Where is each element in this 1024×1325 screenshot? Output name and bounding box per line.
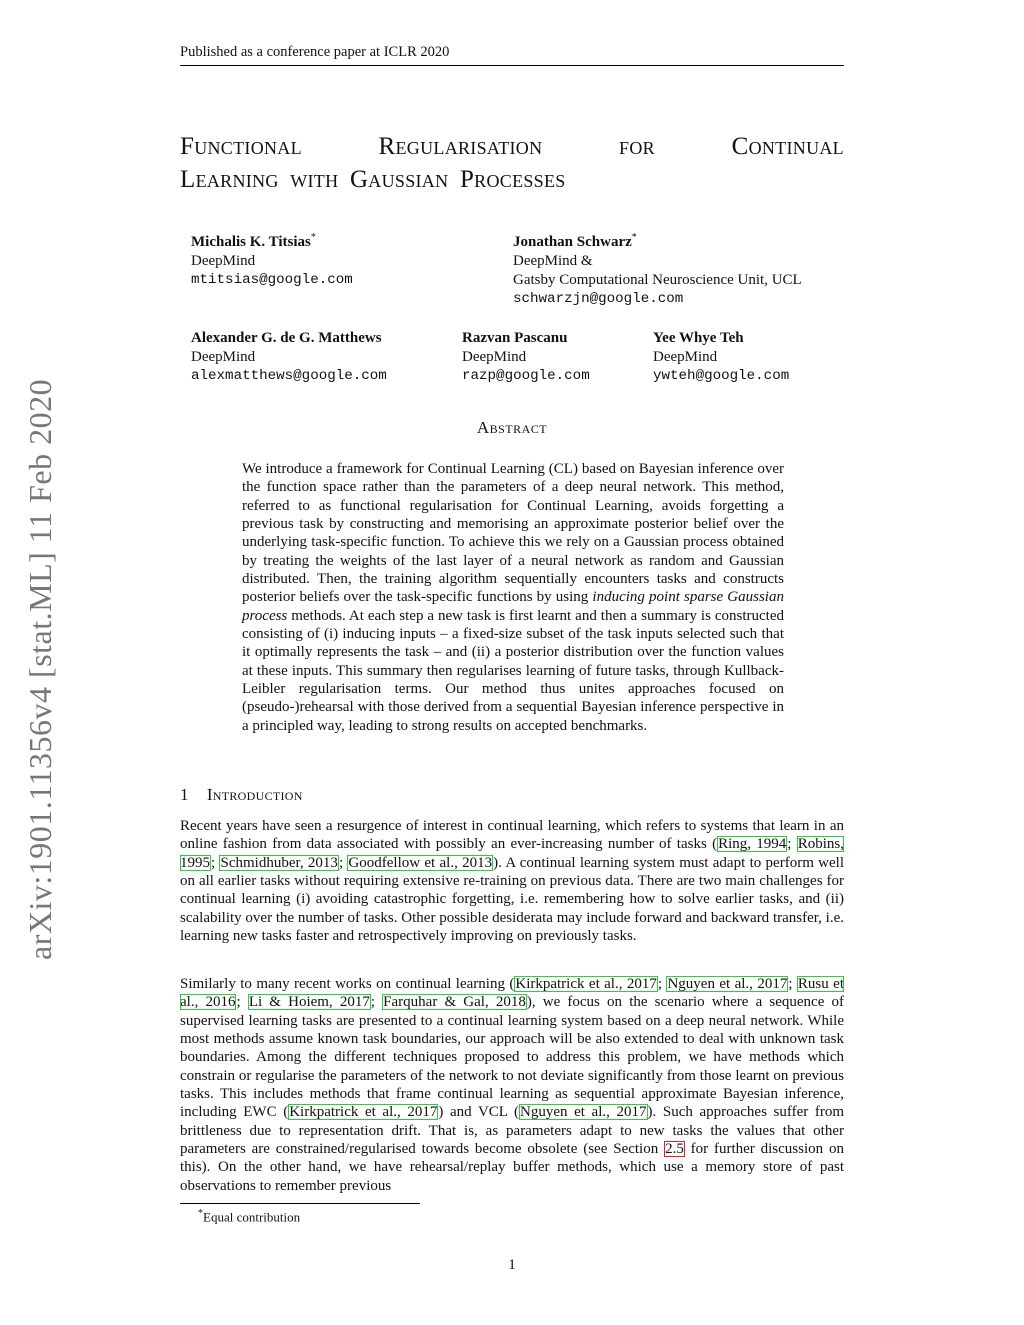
abstract-body xyxy=(242,460,784,735)
footnote xyxy=(198,1208,300,1225)
intro-paragraph-1 xyxy=(180,817,844,945)
paragraph-text: ). Such approaches suffer from brittleness due to representation drift. That is, as parameters adapt to new tasks the values that other parameters are constrained/regularised towards become obsolete (see Section xyxy=(180,1104,845,1158)
author-email: schwarzjn@google.com xyxy=(513,291,684,307)
author-email: razp@google.com xyxy=(462,368,590,384)
author-name: Alexander G. de G. Matthews xyxy=(191,330,382,346)
author-email: mtitsias@google.com xyxy=(191,272,353,288)
title-word: for xyxy=(619,133,655,160)
citation-link[interactable]: Ring, 1994 xyxy=(718,836,787,853)
citation-link[interactable]: Goodfellow et al., 2013 xyxy=(348,854,493,871)
abstract-text: We introduce a framework for Continual Learning (CL) based on Bayesian inference over the function space rather than the parameters of a deep neural network. This method, referred to as functional regularisation for Continual Learning, avoids forgetting a previous task by constructing and memorising an approximate posterior belief over the underlying task-specific function. To achieve this we rely on a Gaussian process obtained by treating the weights of the last layer of a neural network as random and Gaussian distributed. Then, the training algorithm sequentially encounters tasks and constructs posterior beliefs over the task-specific functions by using xyxy=(242,461,784,606)
author-name: Yee Whye Teh xyxy=(653,330,744,346)
running-header: Published as a conference paper at ICLR 2020 xyxy=(180,44,450,60)
equal-contribution-mark: * xyxy=(310,232,316,243)
author-block xyxy=(653,329,789,386)
intro-paragraph-2 xyxy=(180,975,844,1195)
section-number: 1 xyxy=(180,785,189,804)
paragraph-text: ). A continual learning system must adapt to perform well on all earlier tasks without requiring extensive re-training on previous data. There are two main challenges for continual learning (i) avoiding catastrophic forgetting, i.e. remembering how to solve earlier tasks, and (ii) scalability over the number of tasks. Other possible desiderata may include forward and backward transfer, i.e. learning new tasks faster and retrospectively improving on previously tasks. xyxy=(180,854,844,945)
author-affiliation: DeepMind xyxy=(653,349,718,365)
citation-link[interactable]: Nguyen et al., 2017 xyxy=(520,1104,647,1121)
page-number: 1 xyxy=(508,1257,516,1273)
abstract-heading: Abstract xyxy=(476,418,548,437)
footnote-rule xyxy=(180,1203,420,1204)
author-affiliation: DeepMind & xyxy=(513,253,593,269)
title-word: Regularisation xyxy=(378,133,543,160)
author-name: Razvan Pascanu xyxy=(462,330,568,346)
citation-separator: ; xyxy=(236,994,248,1011)
author-block xyxy=(191,228,353,290)
citation-link[interactable]: Kirkpatrick et al., 2017 xyxy=(289,1104,438,1121)
section-heading xyxy=(180,785,303,805)
citation-separator: ; xyxy=(657,976,667,992)
citation-separator: ; xyxy=(370,994,383,1011)
citation-separator: ; xyxy=(787,836,797,853)
author-email: ywteh@google.com xyxy=(653,368,790,384)
title-word: Functional xyxy=(180,133,302,160)
author-affiliation: DeepMind xyxy=(191,253,256,269)
paragraph-text: ) and VCL ( xyxy=(438,1104,520,1121)
citation-separator: ; xyxy=(338,854,348,871)
paragraph-text: for further discussion on this). On the other hand, we have rehearsal/replay buffer methods, which use a memory store of past observations to remember previous xyxy=(180,1141,844,1194)
citation-separator: ; xyxy=(788,976,797,992)
header-rule xyxy=(180,65,844,66)
equal-contribution-mark: * xyxy=(631,232,637,243)
author-email: alexmatthews@google.com xyxy=(191,368,387,384)
author-name: Michalis K. Titsias xyxy=(191,234,311,250)
paragraph-text: Recent years have seen a resurgence of interest in continual learning, which refers to systems that learn in an online fashion from data associated with possibly an ever-increasing number of tasks ( xyxy=(180,818,844,853)
author-name: Jonathan Schwarz xyxy=(513,234,632,250)
author-affiliation: DeepMind xyxy=(462,349,527,365)
paragraph-text: Similarly to many recent works on continual learning ( xyxy=(180,976,515,992)
citation-link[interactable]: Schmidhuber, 2013 xyxy=(220,854,338,871)
citation-link[interactable]: Nguyen et al., 2017 xyxy=(667,976,788,992)
section-title: Introduction xyxy=(206,785,303,804)
title-line-2: Learning with Gaussian Processes xyxy=(180,166,566,193)
author-block xyxy=(191,329,387,386)
citation-link[interactable]: Rusu et al., 2016 xyxy=(180,976,844,1011)
section-ref-link[interactable]: 2.5 xyxy=(665,1141,684,1158)
footnote-mark: * xyxy=(198,1208,203,1219)
author-block xyxy=(462,329,590,386)
paragraph-text: ), we focus on the scenario where a sequence of supervised learning tasks are presented to a continual learning system based on a deep neural network. While most methods assume known task boundaries, our approach will be also extended to deal with unknown task boundaries. Among the different techniques proposed to address this problem, we have methods which constrain or regularise the parameters of the network to not deviate significantly from those learnt on previous tasks. This includes methods that frame continual learning as sequential approximate Bayesian inference, including EWC ( xyxy=(180,994,845,1121)
abstract-text: methods. At each step a new task is first learnt and then a summary is constructed consisting of (i) inducing inputs – a fixed-size subset of the task inputs selected such that it optimally represents the task – and (ii) a posterior distribution over the function values at these inputs. This summary then regularises learning of future tasks, through Kullback-Leibler regularisation terms. Our method thus unites approaches focused on (pseudo-)rehearsal with those derived from a sequential Bayesian inference perspective in a principled way, leading to strong results on accepted benchmarks. xyxy=(242,607,784,734)
footnote-text: Equal contribution xyxy=(203,1209,301,1225)
citation-separator: ; xyxy=(211,854,220,871)
citation-link[interactable]: Kirkpatrick et al., 2017 xyxy=(515,976,657,992)
citation-link[interactable]: Li & Hoiem, 2017 xyxy=(248,994,370,1011)
author-affiliation: DeepMind xyxy=(191,349,256,365)
citation-link[interactable]: Farquhar & Gal, 2018 xyxy=(383,994,526,1011)
citation-link[interactable]: Robins, 1995 xyxy=(180,836,844,871)
author-block xyxy=(513,228,802,309)
arxiv-stamp: arXiv:1901.11356v4 [stat.ML] 11 Feb 2020 xyxy=(22,378,58,960)
title-word: Continual xyxy=(731,133,844,160)
author-affiliation: Gatsby Computational Neuroscience Unit, UCL xyxy=(513,272,802,288)
abstract-emphasis: inducing point sparse Gaussian process xyxy=(242,589,784,624)
paper-title xyxy=(180,130,844,196)
